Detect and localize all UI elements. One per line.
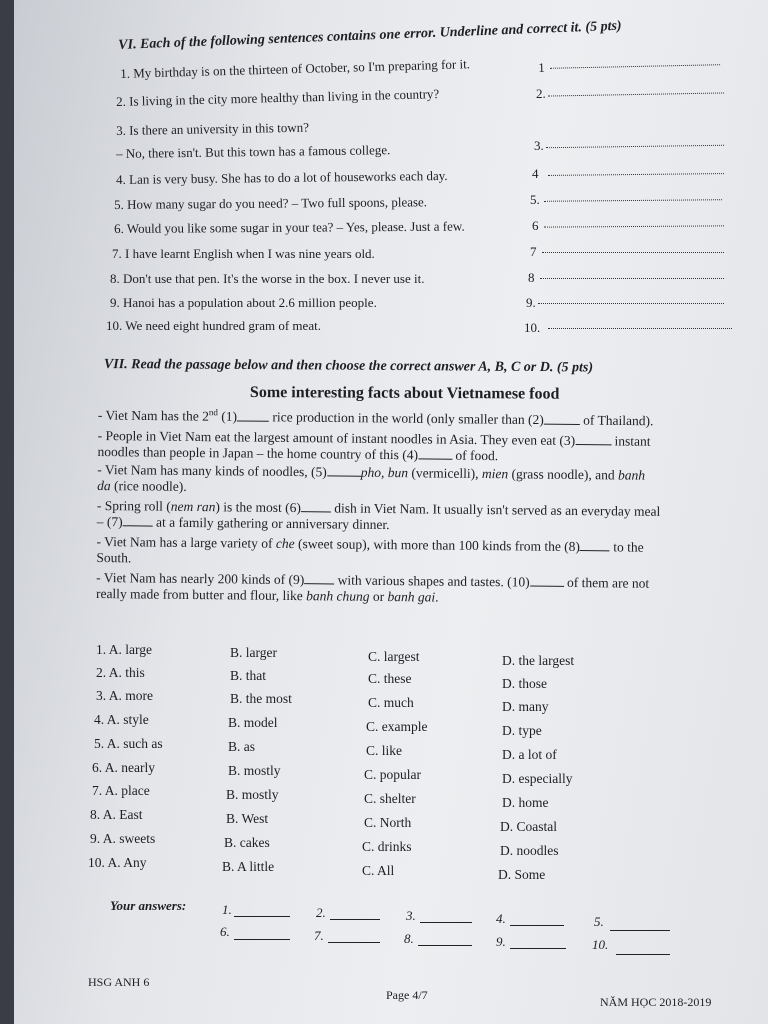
option-8d: D. Coastal [500, 819, 557, 834]
passage-line-1: - Viet Nam has the 2nd (1) rice production in the world (only smaller than (2) of Thailand). [97, 407, 654, 429]
answer-line-6 [544, 215, 724, 227]
option-1b: B. larger [230, 645, 277, 660]
option-7b: B. mostly [226, 787, 279, 802]
sentence-8: 8. Don't use that pen. It's the worse in the box. I never use it. [110, 271, 425, 286]
sentence-7-number: 7 [530, 244, 537, 259]
sentence-5: 5. How many sugar do you need? – Two full spoons, please. [114, 194, 428, 212]
answer-line-7 [542, 242, 724, 253]
answer-line-9 [538, 293, 724, 304]
option-7a: 7. A. place [92, 783, 150, 798]
option-10a: 10. A. Any [88, 855, 147, 870]
passage-line-6: - Viet Nam has nearly 200 kinds of (9) with various shapes and tastes. (10) of them are not really made from butter and flour, like banh chung or banh gai. [95, 569, 650, 605]
option-1d: D. the largest [502, 653, 575, 668]
section-7-title: VII. Read the passage below and then choose the correct answer A, B, C or D. (5 pts) [103, 357, 594, 376]
option-5d: D. a lot of [502, 747, 557, 762]
option-9a: 9. A. sweets [90, 831, 156, 846]
option-2d: D. those [502, 676, 547, 691]
passage-line-3: - Viet Nam has many kinds of noodles, (5) pho, bun (vermicelli), mien (grass noodle), and banh da (rice noodle). [97, 461, 646, 494]
sentence-2: 2. Is living in the city more healthy than living in the country? [116, 86, 440, 109]
sentence-1-number: 1 [538, 59, 545, 75]
option-3d: D. many [502, 699, 549, 714]
sentence-4-number: 4 [532, 166, 539, 181]
option-2c: C. these [368, 671, 412, 686]
sentence-4: 4. Lan is very busy. She has to do a lot of houseworks each day. [116, 167, 448, 187]
passage-body [96, 403, 762, 608]
option-10b: B. A little [222, 859, 275, 874]
option-4d: D. type [502, 723, 542, 738]
option-6a: 6. A. nearly [92, 760, 155, 775]
sentence-8-number: 8 [528, 270, 535, 285]
sentence-1: 1. My birthday is on the thirteen of October, so I'm preparing for it. [120, 56, 471, 81]
option-6b: B. mostly [228, 763, 281, 778]
option-1a: 1. A. large [96, 642, 152, 657]
passage-line-2: - People in Viet Nam eat the largest amount of instant noodles in Asia. They even eat (3) instant noodles than people in Japan – the home country of this (4) of food. [97, 427, 651, 463]
option-4b: B. model [228, 715, 278, 730]
option-8a: 8. A. East [90, 807, 143, 822]
sentence-6-number: 6 [532, 218, 539, 233]
answer-line-4 [548, 163, 724, 176]
option-6c: C. popular [364, 767, 421, 782]
option-7d: D. home [502, 795, 549, 810]
answer-line-2 [548, 82, 724, 96]
option-3c: C. much [368, 695, 414, 710]
answer-line-8 [540, 268, 724, 279]
answer-blank-6[interactable] [234, 939, 290, 940]
option-7c: C. shelter [364, 791, 416, 806]
option-9d: D. noodles [500, 843, 559, 858]
passage-title: Some interesting facts about Vietnamese food [249, 384, 560, 403]
sentence-3: 3. Is there an university in this town? [116, 119, 310, 138]
sentence-9: 9. Hanoi has a population about 2.6 million people. [110, 295, 377, 310]
answer-blank-5[interactable] [610, 930, 670, 931]
sentence-9-number: 9. [526, 295, 536, 310]
option-3b: B. the most [230, 691, 292, 706]
footer-school-year: NĂM HỌC 2018-2019 [600, 995, 712, 1009]
answer-blank-8[interactable] [418, 945, 472, 946]
answer-line-5 [544, 189, 722, 202]
answer-blank-3[interactable] [420, 922, 472, 923]
sentence-10: 10. We need eight hundred gram of meat. [106, 318, 321, 333]
answer-num-8: 8. [404, 931, 414, 946]
sentence-6: 6. Would you like some sugar in your tea? – Yes, please. Just a few. [114, 218, 465, 236]
passage-line-4: - Spring roll (nem ran) is the most (6) dish in Viet Nam. It usually isn't served as an everyday meal – (7) at a family gathering or anniversary dinner. [96, 497, 661, 532]
answers-label: Your answers: [110, 898, 187, 913]
sentence-2-number: 2. [536, 86, 546, 101]
option-8b: B. West [226, 811, 269, 826]
answer-num-1: 1. [222, 902, 232, 917]
section-6-title: VI. Each of the following sentences contains one error. Underline and correct it. (5 pts) [118, 18, 622, 53]
option-2a: 2. A. this [96, 665, 145, 680]
sentence-3-reply: – No, there isn't. But this town has a famous college. [116, 142, 391, 161]
answer-num-6: 6. [220, 924, 230, 939]
sentence-3-number: 3. [534, 138, 544, 153]
option-4c: C. example [366, 719, 428, 734]
answer-blank-2[interactable] [330, 919, 380, 920]
option-5b: B. as [228, 739, 255, 754]
footer-left: HSG ANH 6 [88, 975, 150, 989]
option-3a: 3. A. more [96, 688, 153, 703]
answer-num-7: 7. [314, 928, 324, 943]
option-5a: 5. A. such as [94, 736, 163, 751]
option-10c: C. All [362, 863, 395, 878]
answer-num-3: 3. [406, 908, 416, 923]
option-4a: 4. A. style [94, 712, 149, 727]
answer-line-3 [546, 135, 724, 148]
sentence-7: 7. I have learnt English when I was nine years old. [112, 246, 375, 261]
option-10d: D. Some [498, 867, 546, 882]
worksheet-page [14, 0, 768, 1024]
passage-line-5: - Viet Nam has a large variety of che (sweet soup), with more than 100 kinds from the (8) to the South. [96, 533, 644, 565]
option-9b: B. cakes [224, 835, 270, 850]
option-6d: D. especially [502, 771, 573, 786]
answer-num-5: 5. [594, 914, 604, 929]
footer-page-number: Page 4/7 [386, 988, 428, 1002]
sentence-5-number: 5. [530, 192, 540, 207]
answer-blank-1[interactable] [234, 916, 290, 917]
answer-blank-10[interactable] [616, 954, 670, 955]
answer-num-2: 2. [316, 905, 326, 920]
option-1c: C. largest [368, 649, 420, 664]
option-5c: C. like [366, 743, 402, 758]
answer-num-4: 4. [496, 911, 506, 926]
option-9c: C. drinks [362, 839, 412, 854]
answer-blank-4[interactable] [510, 925, 564, 926]
answer-num-10: 10. [592, 937, 609, 952]
answer-blank-7[interactable] [328, 942, 380, 943]
answer-line-10 [548, 318, 732, 329]
answer-line-1 [550, 54, 720, 69]
option-2b: B. that [230, 668, 266, 683]
answer-blank-9[interactable] [510, 948, 566, 949]
option-8c: C. North [364, 815, 412, 830]
answer-num-9: 9. [496, 934, 506, 949]
sentence-10-number: 10. [524, 320, 541, 335]
